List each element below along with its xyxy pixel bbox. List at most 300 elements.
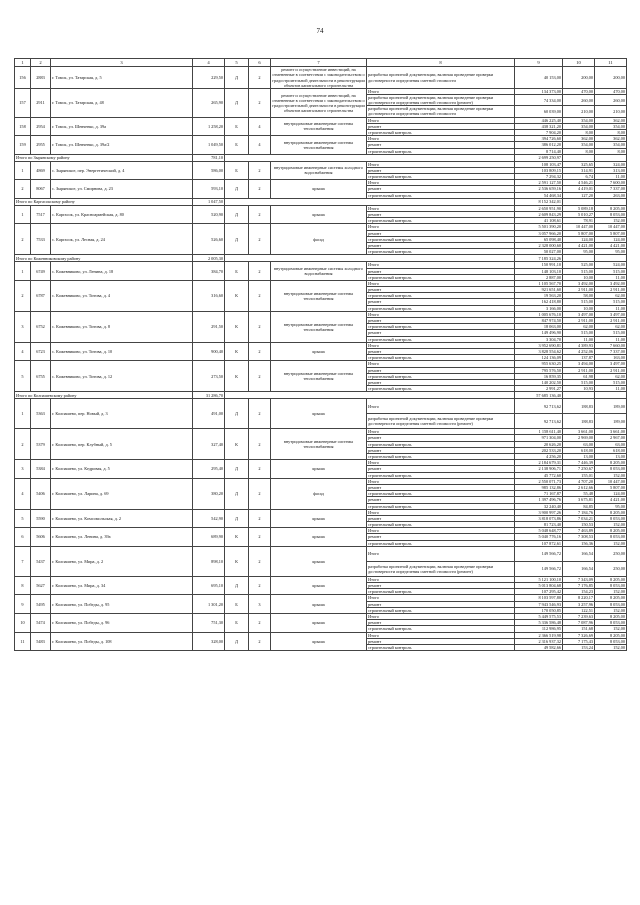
unit-cost: 7 463,89: [563, 528, 595, 534]
cost-total: 1 397 496,76: [515, 497, 563, 503]
house-id: 6787: [31, 280, 51, 311]
work-type: внутридомовые инженерные системы теплоснабжения: [271, 429, 367, 460]
blank-cell: [225, 198, 515, 205]
work-description: строительный контроль: [367, 129, 515, 135]
row-number: 1: [15, 399, 31, 429]
floors: 2: [249, 161, 271, 180]
work-description: строительный контроль: [367, 274, 515, 280]
header-cell: 8: [367, 59, 515, 67]
row-number: 5: [15, 361, 31, 392]
max-unit-cost: 189,00: [595, 414, 627, 429]
unit-cost: 4 707,20: [563, 478, 595, 484]
cost-total: 74 334,00: [515, 95, 563, 106]
wall-material: Д: [225, 89, 249, 118]
work-description: строительный контроль: [367, 373, 515, 379]
unit-cost: 7 176,85: [563, 583, 595, 589]
work-description: ремонт: [367, 123, 515, 129]
cost-total: 124 136,09: [515, 355, 563, 361]
unit-cost: 154,23: [563, 589, 595, 595]
district-total-row: [15, 154, 627, 161]
max-unit-cost: 152,00: [595, 626, 627, 632]
work-description: Итого: [367, 161, 515, 167]
max-unit-cost: 3 661,00: [595, 429, 627, 435]
work-type: крыша: [271, 460, 367, 479]
floors: 2: [249, 205, 271, 224]
floors: 2: [249, 262, 271, 281]
max-unit-cost: 62,00: [595, 293, 627, 299]
work-description: Итого: [367, 280, 515, 286]
work-description: Итого: [367, 632, 515, 638]
house-address: г. Колпашево, ул. Комсомольская, д. 2: [51, 509, 193, 528]
work-description: строительный контроль: [367, 454, 515, 460]
work-description: ремонт: [367, 620, 515, 626]
work-description: ремонт: [367, 484, 515, 490]
house-area: 291,50: [193, 311, 225, 342]
max-unit-cost: 152,00: [595, 218, 627, 224]
work-description: строительный контроль: [367, 249, 515, 255]
max-unit-cost: 3 492,00: [595, 280, 627, 286]
house-area: 1 049,50: [193, 136, 225, 155]
district-total-row: [15, 255, 627, 262]
house-address: с. Кожевниково, ул. Титова, д. 10: [51, 342, 193, 361]
max-unit-cost: 524,00: [595, 262, 627, 268]
unit-cost: 5 089,18: [563, 205, 595, 211]
work-description: Итого: [367, 342, 515, 348]
work-type: внутридомовые инженерные системы теплоснабжения: [271, 117, 367, 136]
work-description: ремонт: [367, 186, 515, 192]
house-address: г. Колпашево, ул. Ларина, д. 69: [51, 478, 193, 509]
work-description: разработка проектной документации, включая проведение проверки достоверности определения сметной стоимости: [367, 67, 515, 89]
blank-cell: [595, 154, 627, 161]
house-id: 5627: [31, 576, 51, 595]
table-row: [15, 546, 627, 561]
cost-total: 40 153,00: [515, 67, 563, 89]
unit-cost: 7 446,39: [563, 460, 595, 466]
unit-cost: 62,00: [563, 324, 595, 330]
unit-cost: 7 034,21: [563, 515, 595, 521]
house-id: 5379: [31, 429, 51, 460]
work-description: Итого: [367, 399, 515, 414]
unit-cost: 2 612,66: [563, 484, 595, 490]
work-description: строительный контроль: [367, 236, 515, 242]
house-address: г. Колпашево, пер. Новый, д. 3: [51, 399, 193, 429]
cost-total: 1 158 611,40: [515, 429, 563, 435]
work-description: Итого: [367, 89, 515, 95]
row-number: 156: [15, 67, 31, 89]
max-unit-cost: 354,00: [595, 142, 627, 148]
house-address: г. Томск, ул. Татарская, д. 5: [51, 67, 193, 89]
cost-total: 3 304,70: [515, 336, 563, 342]
max-unit-cost: 13,00: [595, 454, 627, 460]
blank-cell: [595, 198, 627, 205]
work-description: строительный контроль: [367, 522, 515, 528]
unit-cost: 95,00: [563, 249, 595, 255]
header-cell: 11: [595, 59, 627, 67]
max-unit-cost: 362,00: [595, 117, 627, 123]
work-description: строительный контроль: [367, 174, 515, 180]
floors: 4: [249, 117, 271, 136]
work-type: крыша: [271, 576, 367, 595]
page-number: 74: [316, 27, 324, 35]
max-unit-cost: 515,00: [595, 299, 627, 305]
unit-cost: 354,00: [563, 123, 595, 129]
work-type: крыша: [271, 399, 367, 429]
cost-total: 3 952 690,81: [515, 342, 563, 348]
wall-material: Д: [225, 224, 249, 255]
max-unit-cost: 11,00: [595, 336, 627, 342]
wall-material: Д: [225, 478, 249, 509]
house-id: 8067: [31, 180, 51, 199]
wall-material: Б: [225, 161, 249, 180]
house-id: 5437: [31, 546, 51, 576]
blank-cell: [595, 392, 627, 399]
work-description: Итого: [367, 262, 515, 268]
wall-material: Б: [225, 262, 249, 281]
wall-material: Б: [225, 613, 249, 632]
max-unit-cost: 152,00: [595, 589, 627, 595]
house-area: 316,60: [193, 280, 225, 311]
work-description: ремонт: [367, 212, 515, 218]
max-unit-cost: 8,00: [595, 148, 627, 154]
work-description: ремонт: [367, 601, 515, 607]
row-number: 1: [15, 205, 31, 224]
max-unit-cost: 62,00: [595, 324, 627, 330]
unit-cost: 3 675,81: [563, 497, 595, 503]
unit-cost: 7 184,76: [563, 509, 595, 515]
house-area: 380,20: [193, 478, 225, 509]
cost-total: 108 103,47: [515, 161, 563, 167]
unit-cost: 124,00: [563, 236, 595, 242]
max-unit-cost: 152,00: [595, 472, 627, 478]
max-unit-cost: 8 053,00: [595, 534, 627, 540]
cost-total: 5 013 804,68: [515, 583, 563, 589]
district-total-area: 2 005,30: [193, 255, 225, 262]
work-description: ремонт: [367, 638, 515, 644]
unit-cost: 7 308,53: [563, 534, 595, 540]
house-area: 593,10: [193, 180, 225, 199]
row-number: 2: [15, 429, 31, 460]
max-unit-cost: 10 447,00: [595, 224, 627, 230]
max-unit-cost: 200,00: [595, 67, 627, 89]
max-unit-cost: 163,00: [595, 355, 627, 361]
row-number: 11: [15, 632, 31, 651]
district-total-area: 781,10: [193, 154, 225, 161]
max-unit-cost: 8 205,00: [595, 576, 627, 582]
cost-total: 2 184 679,31: [515, 460, 563, 466]
district-total-cost: 2 699 250,97: [515, 154, 563, 161]
wall-material: Д: [225, 576, 249, 595]
work-description: ремонт: [367, 367, 515, 373]
max-unit-cost: 10 447,00: [595, 478, 627, 484]
cost-total: 41 108,61: [515, 218, 563, 224]
max-unit-cost: 515,00: [595, 330, 627, 336]
floors: 2: [249, 632, 271, 651]
work-type: внутридомовые инженерные системы теплоснабжения: [271, 361, 367, 392]
cost-total: 985 132,86: [515, 484, 563, 490]
max-unit-cost: 250,00: [595, 546, 627, 561]
work-description: Итого: [367, 528, 515, 534]
work-description: Итого: [367, 180, 515, 186]
work-type: крыша: [271, 528, 367, 547]
blank-cell: [563, 392, 595, 399]
unit-cost: 2 911,00: [563, 318, 595, 324]
work-description: ремонт: [367, 534, 515, 540]
blank-cell: [225, 154, 515, 161]
unit-cost: 525,00: [563, 262, 595, 268]
house-area: 751,30: [193, 613, 225, 632]
work-type: внутридомовые инженерные системы теплоснабжения: [271, 311, 367, 342]
row-number: 5: [15, 509, 31, 528]
cost-total: 170 050,85: [515, 607, 563, 613]
work-description: строительный контроль: [367, 386, 515, 392]
work-description: ремонт: [367, 497, 515, 503]
row-number: 2: [15, 280, 31, 311]
table-row: [15, 399, 627, 414]
district-total-area: 1 047,50: [193, 198, 225, 205]
max-unit-cost: 124,00: [595, 491, 627, 497]
unit-cost: 4 419,01: [563, 186, 595, 192]
wall-material: Б: [225, 136, 249, 155]
row-number: 4: [15, 478, 31, 509]
max-unit-cost: 2 911,00: [595, 318, 627, 324]
max-unit-cost: 8 053,00: [595, 638, 627, 644]
unit-cost: 7 343,09: [563, 576, 595, 582]
unit-cost: 11,00: [563, 336, 595, 342]
work-description: Итого: [367, 224, 515, 230]
max-unit-cost: 189,00: [595, 399, 627, 414]
cost-total: 971 304,00: [515, 435, 563, 441]
row-number: 9: [15, 595, 31, 614]
work-type: крыша: [271, 342, 367, 361]
unit-cost: 10,00: [563, 274, 595, 280]
wall-material: Д: [225, 205, 249, 224]
max-unit-cost: 8 205,00: [595, 632, 627, 638]
unit-cost: 7 239,63: [563, 613, 595, 619]
work-description: ремонт: [367, 230, 515, 236]
max-unit-cost: 152,00: [595, 540, 627, 546]
max-unit-cost: 8 053,00: [595, 212, 627, 218]
header-cell: 5: [225, 59, 249, 67]
row-number: 3: [15, 311, 31, 342]
house-area: 328,00: [193, 632, 225, 651]
max-unit-cost: 8 205,00: [595, 613, 627, 619]
house-id: 6752: [31, 311, 51, 342]
unit-cost: 7 326,69: [563, 632, 595, 638]
unit-cost: 260,00: [563, 95, 595, 106]
blank-cell: [563, 255, 595, 262]
max-unit-cost: 8 053,00: [595, 515, 627, 521]
work-type: внутридомовые инженерные системы теплоснабжения: [271, 280, 367, 311]
work-description: строительный контроль: [367, 607, 515, 613]
work-description: ремонт: [367, 167, 515, 173]
row-number: 2: [15, 180, 31, 199]
house-id: 5474: [31, 613, 51, 632]
row-number: 1: [15, 262, 31, 281]
work-description: ремонт: [367, 299, 515, 305]
house-address: г. Колпашево, пер. Клубный, д. 5: [51, 429, 193, 460]
cost-total: 19 563,20: [515, 293, 563, 299]
work-type: внутридомовые инженерные системы холодного водоснабжения: [271, 262, 367, 281]
wall-material: Б: [225, 117, 249, 136]
floors: 2: [249, 224, 271, 255]
header-row: [15, 59, 627, 67]
cost-total: 81 723,40: [515, 522, 563, 528]
house-address: с. Каргасок, ул. Лесная, д. 24: [51, 224, 193, 255]
max-unit-cost: 260,00: [595, 95, 627, 106]
house-id: 2883: [31, 67, 51, 89]
cost-total: 5 336 586,48: [515, 620, 563, 626]
work-type: фасад: [271, 478, 367, 509]
max-unit-cost: 63,00: [595, 441, 627, 447]
cost-total: 921 651,60: [515, 287, 563, 293]
district-total-cost: 8 152 342,01: [515, 198, 563, 205]
house-area: 327,40: [193, 429, 225, 460]
floors: 2: [249, 361, 271, 392]
house-address: г. Колпашево, ул. Победы, д. 95: [51, 595, 193, 614]
row-number: 1: [15, 161, 31, 180]
max-unit-cost: 8 053,00: [595, 466, 627, 472]
house-id: 4869: [31, 161, 51, 180]
cost-total: 140 202,50: [515, 379, 563, 385]
work-description: Итого: [367, 361, 515, 367]
unit-cost: 7 250,67: [563, 466, 595, 472]
work-description: Итого: [367, 311, 515, 317]
work-type: крыша: [271, 205, 367, 224]
unit-cost: 122,51: [563, 607, 595, 613]
max-unit-cost: 3 497,00: [595, 361, 627, 367]
work-description: строительный контроль: [367, 305, 515, 311]
house-id: 2911: [31, 89, 51, 118]
work-description: ремонт: [367, 287, 515, 293]
house-id: 5590: [31, 509, 51, 528]
cost-total: 2 366 519,98: [515, 632, 563, 638]
house-area: 384,70: [193, 262, 225, 281]
cost-total: 2 650 951,90: [515, 205, 563, 211]
cost-total: 2 328 000,60: [515, 242, 563, 248]
unit-cost: 3 257,96: [563, 601, 595, 607]
unit-cost: 55,48: [563, 491, 595, 497]
house-id: 5363: [31, 399, 51, 429]
work-description: Итого: [367, 429, 515, 435]
max-unit-cost: 362,00: [595, 136, 627, 142]
max-unit-cost: 515,00: [595, 268, 627, 274]
unit-cost: 3 661,00: [563, 429, 595, 435]
house-address: с. Кожевниково, ул. Ленина, д. 18: [51, 262, 193, 281]
house-id: 5606: [31, 528, 51, 547]
cost-total: 54 468,34: [515, 192, 563, 198]
max-unit-cost: 8 205,00: [595, 595, 627, 601]
cost-total: 16 859,35: [515, 373, 563, 379]
district-total-row: [15, 198, 627, 205]
cost-total: 2 887,00: [515, 274, 563, 280]
floors: 2: [249, 280, 271, 311]
unit-cost: 3 497,00: [563, 311, 595, 317]
house-address: с. Зырянское, пер. Энергетический, д. 4: [51, 161, 193, 180]
max-unit-cost: 250,00: [595, 561, 627, 576]
house-address: г. Колпашево, ул. Ленина, д. 39а: [51, 528, 193, 547]
unit-cost: 63,00: [563, 441, 595, 447]
house-id: 5495: [31, 595, 51, 614]
floors: 2: [249, 478, 271, 509]
work-description: Итого: [367, 136, 515, 142]
unit-cost: 166,54: [563, 561, 595, 576]
work-description: Итого: [367, 546, 515, 561]
cost-total: 386 012,20: [515, 142, 563, 148]
work-type: крыша: [271, 613, 367, 632]
wall-material: К: [225, 361, 249, 392]
max-unit-cost: 2 967,00: [595, 435, 627, 441]
cost-total: 107 872,61: [515, 540, 563, 546]
floors: 2: [249, 613, 271, 632]
house-area: 265,90: [193, 89, 225, 118]
cost-total: 795 576,50: [515, 367, 563, 373]
max-unit-cost: 3 497,00: [595, 311, 627, 317]
work-description: ремонт: [367, 583, 515, 589]
cost-total: 3 057 966,20: [515, 230, 563, 236]
house-address: г. Томск, ул. Шевченко, д. 39а/2: [51, 136, 193, 155]
work-type: ремонт и осуществление инвестиций, на отмененные в соответствии с законодательством о градостроительной деятельности в реконструкции объектов капитального строительства: [271, 89, 367, 118]
floors: 2: [249, 460, 271, 479]
max-unit-cost: 7 337,00: [595, 348, 627, 354]
cost-total: 2 550 071,73: [515, 478, 563, 484]
unit-cost: 137,87: [563, 355, 595, 361]
cost-total: 394 726,60: [515, 136, 563, 142]
district-total-cost: 57 685 136,40: [515, 392, 563, 399]
work-description: разработка проектной документации, включая проведение проверки достоверности определения сметной стоимости (ремонт): [367, 95, 515, 106]
house-area: 273,50: [193, 361, 225, 392]
house-id: 6755: [31, 361, 51, 392]
district-total-label: Итого по Каргасокскому району: [15, 198, 193, 205]
cost-total: 162 418,80: [515, 299, 563, 305]
house-area: 586,00: [193, 161, 225, 180]
cost-total: 32 240,40: [515, 503, 563, 509]
work-description: разработка проектной документации, включая проведение проверки достоверности определения сметной стоимости (ремонт): [367, 561, 515, 576]
cost-total: 1 105 567,70: [515, 280, 563, 286]
work-type: внутридомовые инженерные системы холодного водоснабжения: [271, 161, 367, 180]
work-description: строительный контроль: [367, 589, 515, 595]
floors: 2: [249, 399, 271, 429]
house-address: г. Томск, ул. Татарская, д. 48: [51, 89, 193, 118]
max-unit-cost: 4 421,00: [595, 242, 627, 248]
house-id: 7533: [31, 224, 51, 255]
work-description: строительный контроль: [367, 491, 515, 497]
house-id: 6749: [31, 262, 51, 281]
cost-total: 112 986,95: [515, 626, 563, 632]
cost-total: 65 098,40: [515, 236, 563, 242]
unit-cost: 5 010,27: [563, 212, 595, 218]
cost-total: 2 591 127,50: [515, 180, 563, 186]
blank-cell: [595, 255, 627, 262]
unit-cost: 7 087,96: [563, 620, 595, 626]
unit-cost: 61,98: [563, 373, 595, 379]
work-description: строительный контроль: [367, 644, 515, 650]
unit-cost: 10 447,00: [563, 224, 595, 230]
work-description: Итого: [367, 613, 515, 619]
unit-cost: 188,83: [563, 414, 595, 429]
work-description: ремонт: [367, 466, 515, 472]
blank-cell: [225, 255, 515, 262]
blank-cell: [563, 198, 595, 205]
cost-total: 45 772,60: [515, 472, 563, 478]
unit-cost: 13,00: [563, 454, 595, 460]
row-number: 158: [15, 117, 31, 136]
wall-material: Д: [225, 399, 249, 429]
row-number: 4: [15, 342, 31, 361]
work-description: Итого: [367, 478, 515, 484]
house-area: 1 301,20: [193, 595, 225, 614]
house-id: 2955: [31, 136, 51, 155]
wall-material: Д: [225, 180, 249, 199]
